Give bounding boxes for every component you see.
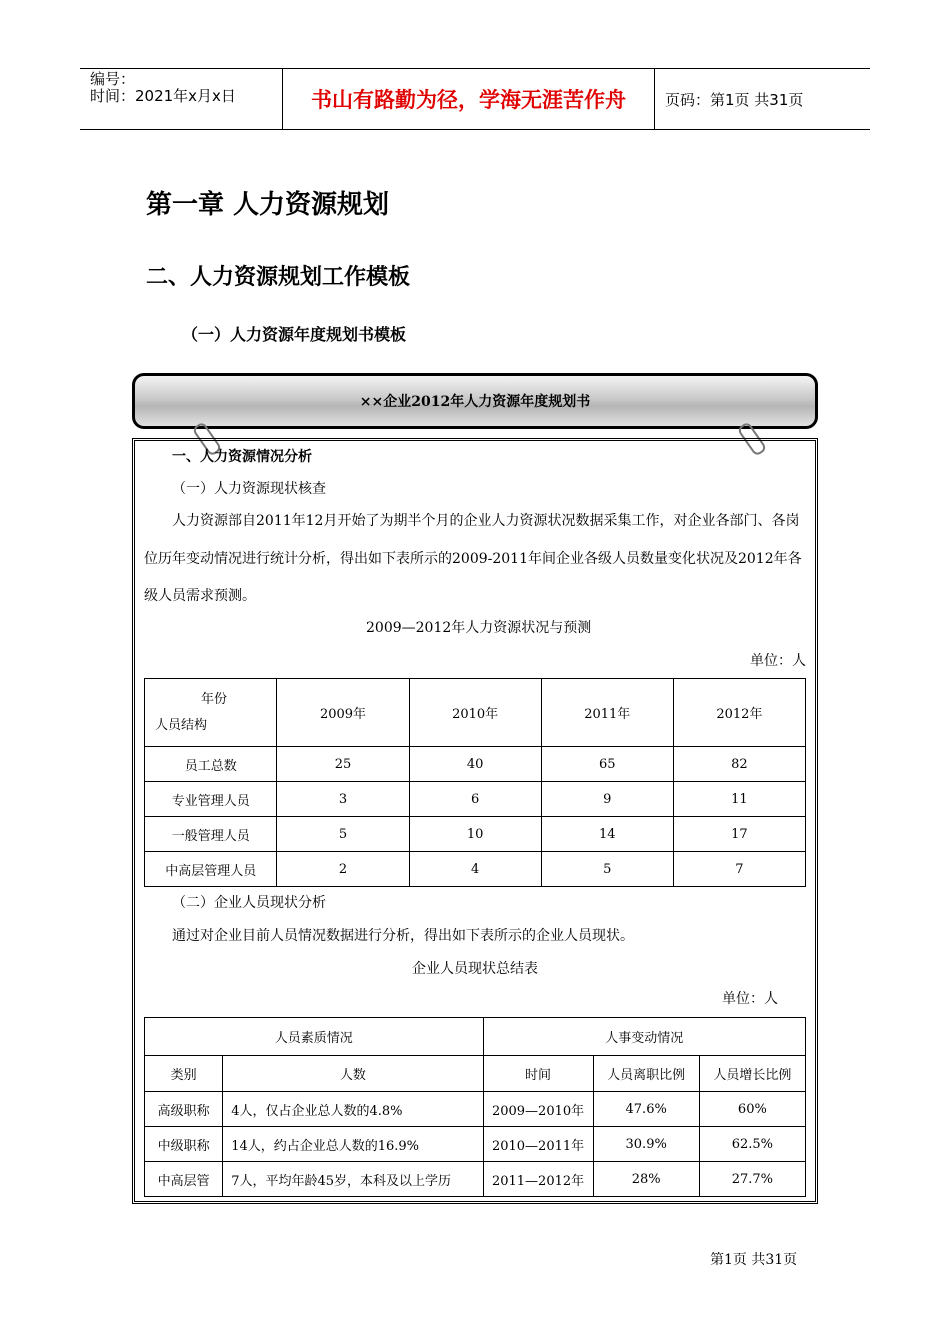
header-motto: 书山有路勤为径，学海无涯苦作舟 <box>283 69 655 129</box>
subsection-title: （一）人力资源年度规划书模板 <box>182 325 407 344</box>
table2-caption: 企业人员现状总结表 <box>412 961 538 977</box>
table2-unit: 单位：人 <box>722 991 778 1007</box>
table-row <box>145 852 806 887</box>
column-header: 人数 <box>223 1056 483 1092</box>
year-header: 2012年 <box>673 679 805 747</box>
cell: 5 <box>541 852 673 887</box>
table1-caption: 2009—2012年人力资源状况与预测 <box>366 620 592 636</box>
cell: 28% <box>593 1162 699 1197</box>
cell: 14人，约占企业总人数的16.9% <box>223 1127 483 1162</box>
table-corner <box>145 679 277 747</box>
cell: 47.6% <box>593 1092 699 1127</box>
year-header: 2011年 <box>541 679 673 747</box>
cell: 6 <box>409 782 541 817</box>
year-header: 2009年 <box>277 679 409 747</box>
staff-status-table <box>144 1017 806 1197</box>
row-label: 中高层管理人员 <box>145 852 277 887</box>
column-header: 人员增长比例 <box>699 1056 805 1092</box>
cell: 中高层管 <box>145 1162 223 1197</box>
part2-sub: （二）企业人员现状分析 <box>172 895 326 911</box>
row-label: 员工总数 <box>145 747 277 782</box>
cell: 7人，平均年龄45岁，本科及以上学历 <box>223 1162 483 1197</box>
column-header: 时间 <box>483 1056 593 1092</box>
cell: 5 <box>277 817 409 852</box>
staffing-table <box>144 678 806 887</box>
cell: 高级职称 <box>145 1092 223 1127</box>
document-banner <box>132 373 818 429</box>
header-page-info: 页码：第1页 共31页 <box>665 90 804 109</box>
table-row <box>145 1162 806 1197</box>
cell: 17 <box>673 817 805 852</box>
table-row <box>145 782 806 817</box>
group-header-left: 人员素质情况 <box>145 1018 484 1056</box>
table-row <box>145 1092 806 1127</box>
row-label: 专业管理人员 <box>145 782 277 817</box>
part1-sub: （一）人力资源现状核查 <box>172 481 326 497</box>
cell: 2 <box>277 852 409 887</box>
para1-line3: 级人员需求预测。 <box>144 588 256 604</box>
part1-heading: 一、人力资源情况分析 <box>172 449 312 465</box>
cell: 2009—2010年 <box>483 1092 593 1127</box>
cell: 10 <box>409 817 541 852</box>
table-row <box>145 747 806 782</box>
cell: 2011—2012年 <box>483 1162 593 1197</box>
page-footer: 第1页 共31页 <box>710 1252 798 1268</box>
cell: 7 <box>673 852 805 887</box>
table1-unit: 单位：人 <box>750 653 806 669</box>
section-title: 二、人力资源规划工作模板 <box>146 265 411 290</box>
year-header: 2010年 <box>409 679 541 747</box>
cell: 9 <box>541 782 673 817</box>
banner-title: ××企业2012年人力资源年度规划书 <box>359 394 591 410</box>
cell: 4人，仅占企业总人数的4.8% <box>223 1092 483 1127</box>
cell: 40 <box>409 747 541 782</box>
cell: 62.5% <box>699 1127 805 1162</box>
cell: 65 <box>541 747 673 782</box>
para2: 通过对企业目前人员情况数据进行分析，得出如下表所示的企业人员现状。 <box>172 928 634 944</box>
cell: 25 <box>277 747 409 782</box>
number-label: 编号： <box>90 70 136 88</box>
row-label: 一般管理人员 <box>145 817 277 852</box>
table-row <box>145 1127 806 1162</box>
cell: 27.7% <box>699 1162 805 1197</box>
para1-line2: 位历年变动情况进行统计分析，得出如下表所示的2009-2011年间企业各级人员数量变化状况及2012年各 <box>144 551 802 567</box>
cell: 60% <box>699 1092 805 1127</box>
column-header: 类别 <box>145 1056 223 1092</box>
time-label: 时间：2021年x月x日 <box>90 87 236 105</box>
cell: 11 <box>673 782 805 817</box>
cell: 2010—2011年 <box>483 1127 593 1162</box>
cell: 4 <box>409 852 541 887</box>
cell: 14 <box>541 817 673 852</box>
group-header-right: 人事变动情况 <box>483 1018 805 1056</box>
cell: 中级职称 <box>145 1127 223 1162</box>
cell: 3 <box>277 782 409 817</box>
corner-bottom: 人员结构 <box>155 717 208 733</box>
cell: 30.9% <box>593 1127 699 1162</box>
page-header <box>80 68 870 130</box>
para1-line1: 人力资源部自2011年12月开始了为期半个月的企业人力资源状况数据采集工作，对企业各部门、各岗 <box>172 513 800 529</box>
chapter-title: 第一章 人力资源规划 <box>146 190 390 220</box>
column-header: 人员离职比例 <box>593 1056 699 1092</box>
table-row <box>145 817 806 852</box>
header-meta <box>80 69 283 129</box>
corner-top: 年份 <box>201 691 228 707</box>
cell: 82 <box>673 747 805 782</box>
